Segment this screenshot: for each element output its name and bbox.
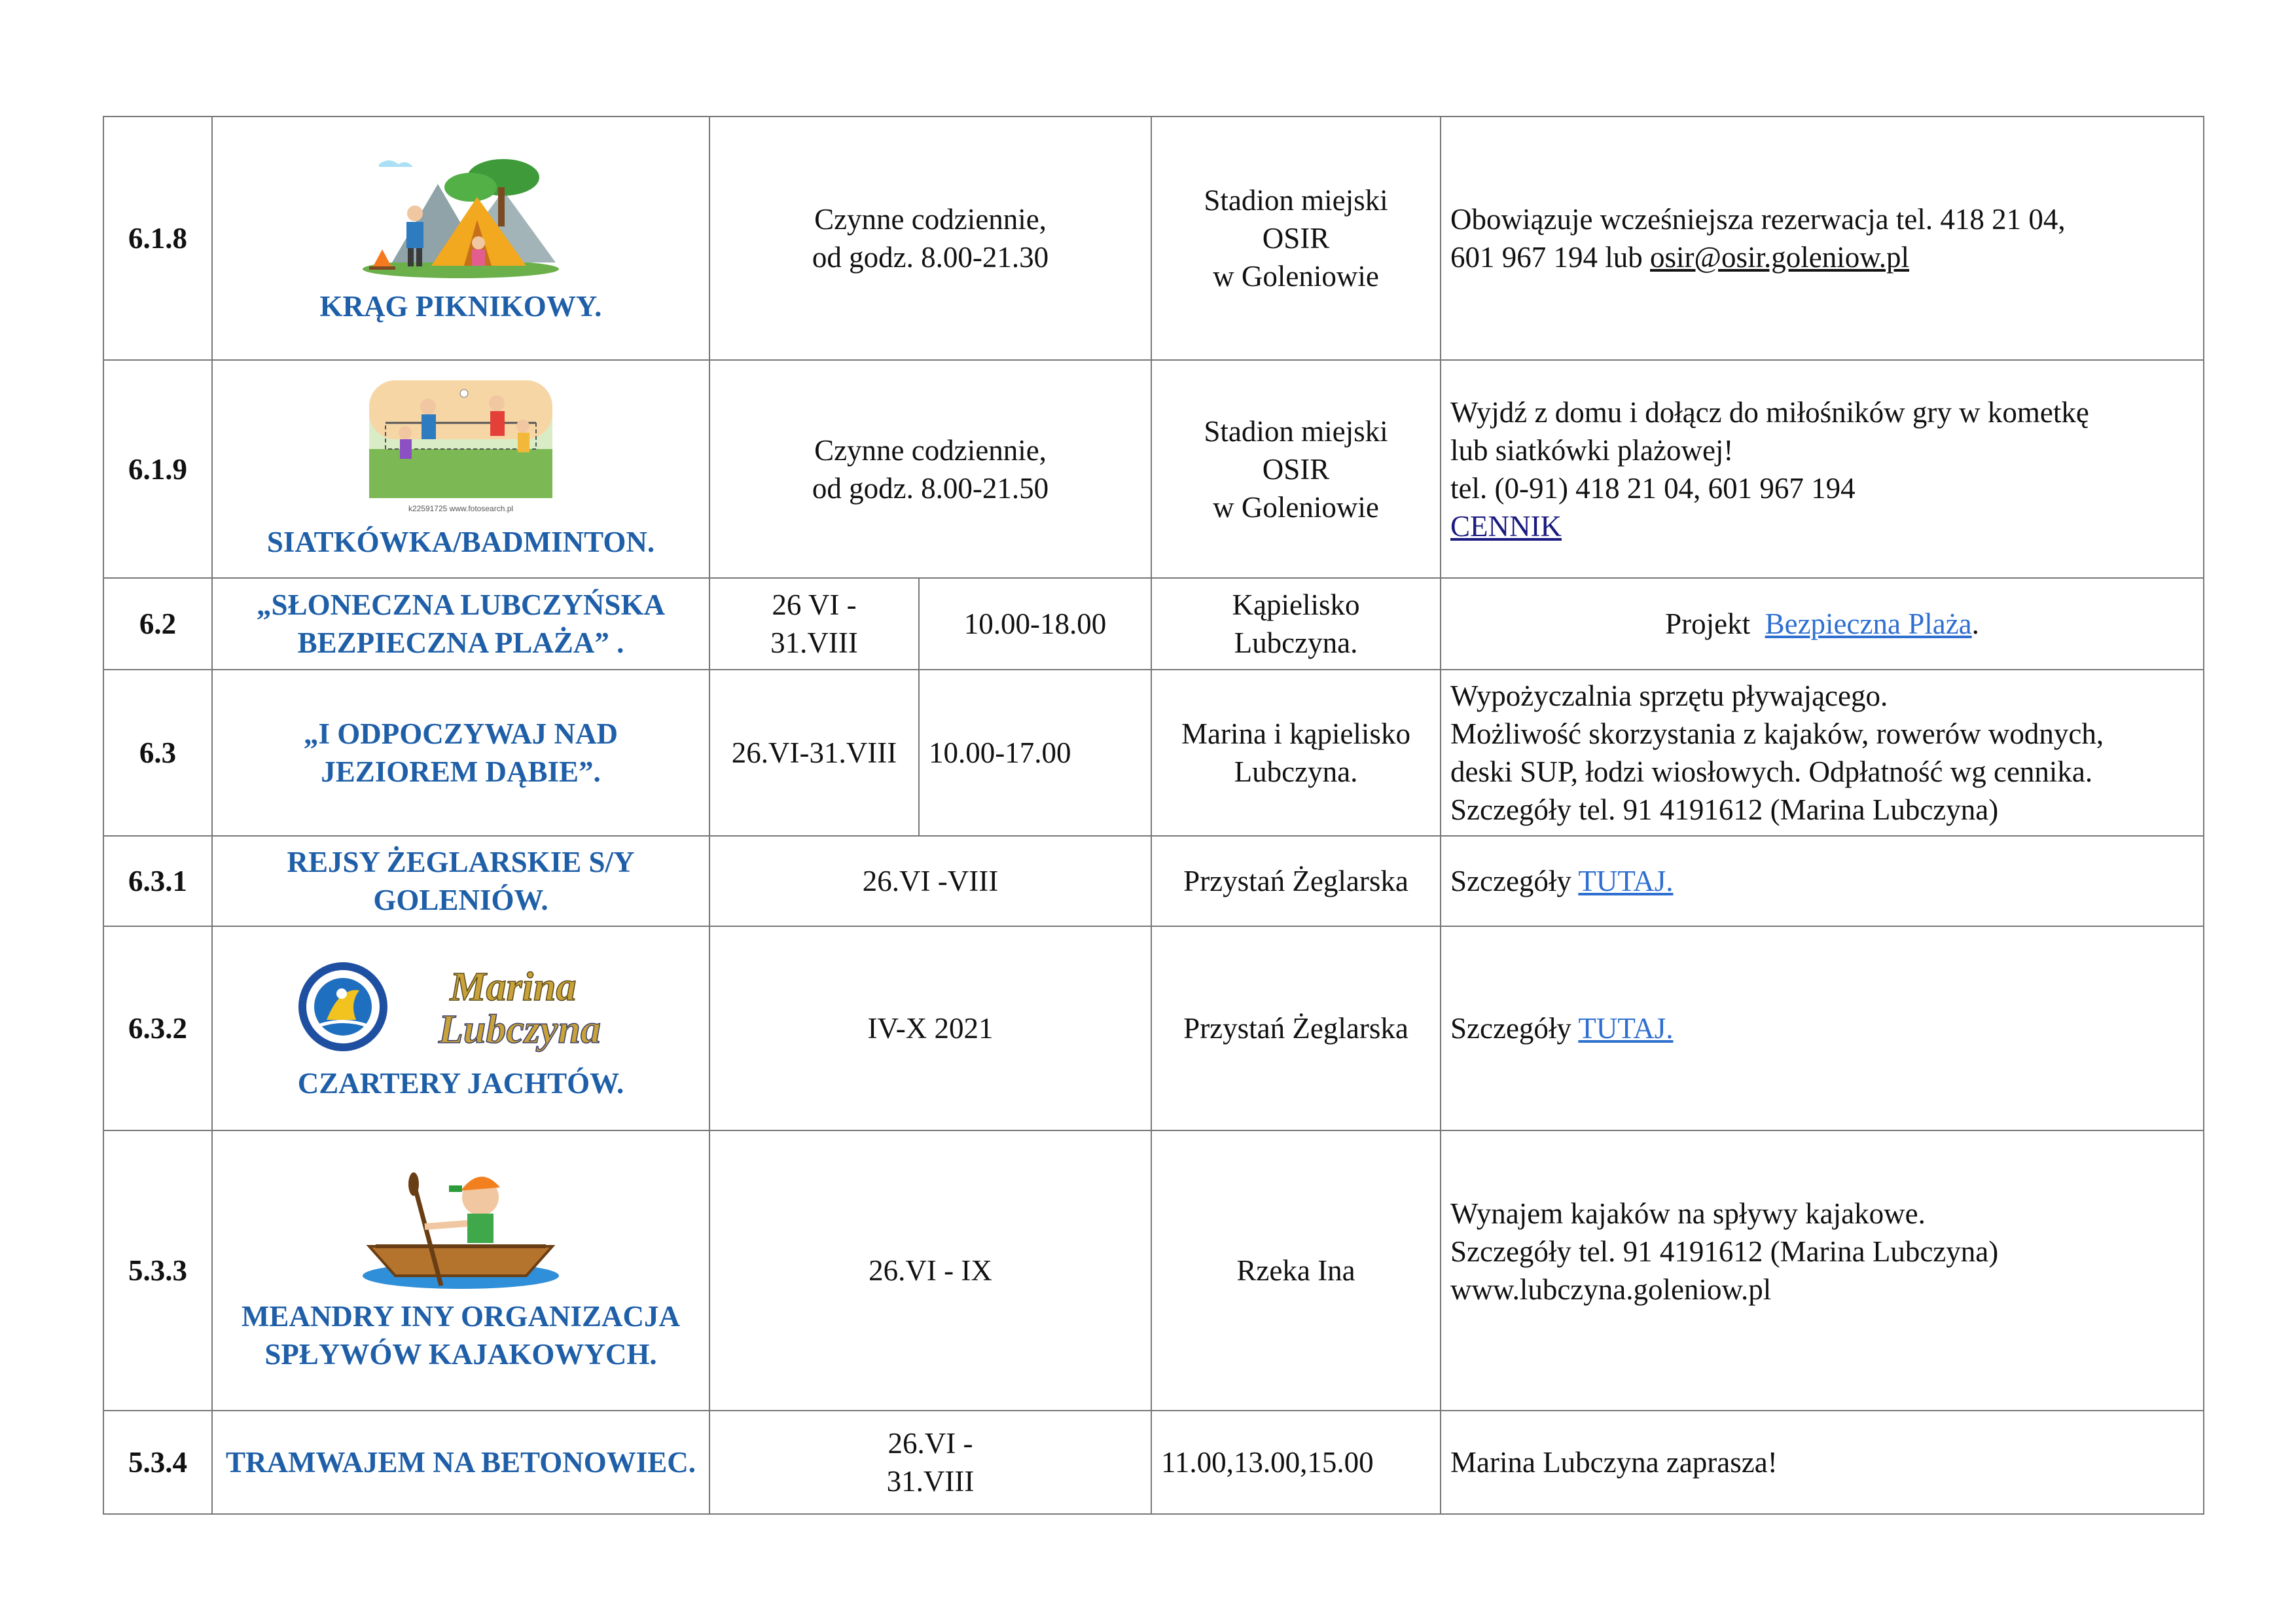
date-line: 26.VI - bbox=[888, 1427, 973, 1460]
date-line: Czynne codziennie, bbox=[814, 433, 1047, 467]
event-name-cell bbox=[212, 926, 709, 1130]
table-row bbox=[103, 836, 2204, 926]
marina-lubczyna-logo bbox=[291, 954, 631, 1059]
place-cell: Przystań Żeglarska bbox=[1151, 836, 1441, 926]
place-line: Stadion miejski bbox=[1204, 184, 1388, 217]
email-link[interactable]: osir@osir.goleniow.pl bbox=[1650, 241, 1910, 274]
info-cell: Marina Lubczyna zaprasza! bbox=[1441, 1411, 2204, 1514]
info-text: 601 967 194 lub bbox=[1450, 241, 1651, 274]
date-line: 31.VIII bbox=[886, 1465, 975, 1498]
safe-beach-link[interactable]: Bezpieczna Plaża bbox=[1765, 607, 1972, 640]
event-title: MEANDRY INY ORGANIZACJA SPŁYWÓW KAJAKOWYCH. bbox=[241, 1300, 681, 1371]
date-line: od godz. 8.00-21.50 bbox=[812, 471, 1049, 505]
info-cell bbox=[1441, 360, 2204, 578]
table-row bbox=[103, 670, 2204, 836]
details-link[interactable]: TUTAJ. bbox=[1578, 865, 1674, 897]
info-line: Szczegóły tel. 91 4191612 (Marina Lubczyna) bbox=[1450, 1235, 1999, 1268]
row-number: 5.3.4 bbox=[103, 1411, 212, 1514]
info-line: deski SUP, łodzi wiosłowych. Odpłatność wg cennika. bbox=[1450, 755, 2093, 788]
row-number: 6.1.9 bbox=[103, 360, 212, 578]
row-number: 6.2 bbox=[103, 578, 212, 670]
info-text: Szczegóły bbox=[1450, 1012, 1579, 1045]
info-cell bbox=[1441, 670, 2204, 836]
place-cell bbox=[1151, 117, 1441, 360]
event-name-cell bbox=[212, 1411, 709, 1514]
row-number: 6.3.2 bbox=[103, 926, 212, 1130]
event-name-cell bbox=[212, 670, 709, 836]
info-cell bbox=[1441, 117, 2204, 360]
row-number: 6.3.1 bbox=[103, 836, 212, 926]
table-row bbox=[103, 1411, 2204, 1514]
price-list-link[interactable]: CENNIK bbox=[1450, 509, 1562, 543]
event-title: „SŁONECZNA LUBCZYŃSKA BEZPIECZNA PLAŻA” . bbox=[257, 588, 665, 659]
info-line: Wypożyczalnia sprzętu pływającego. bbox=[1450, 679, 1888, 712]
date-cell bbox=[709, 360, 1151, 578]
info-cell bbox=[1441, 836, 2204, 926]
date-cell: 26.VI -VIII bbox=[709, 836, 1151, 926]
info-line: tel. (0-91) 418 21 04, 601 967 194 bbox=[1450, 471, 1856, 505]
place-line: Marina i kąpielisko bbox=[1181, 717, 1410, 750]
info-text: Projekt bbox=[1665, 607, 1765, 640]
table-row bbox=[103, 926, 2204, 1130]
place-line: Kąpielisko bbox=[1232, 588, 1360, 621]
info-text: . bbox=[1971, 607, 1979, 640]
image-caption: k22591725 www.fotosearch.pl bbox=[408, 504, 514, 513]
event-title: CZARTERY JACHTÓW. bbox=[297, 1067, 624, 1100]
date-line: 26 VI - bbox=[772, 588, 857, 621]
table-row bbox=[103, 578, 2204, 670]
place-line: OSIR bbox=[1262, 452, 1330, 486]
row-number: 5.3.3 bbox=[103, 1130, 212, 1411]
place-cell bbox=[1151, 670, 1441, 836]
event-title: SIATKÓWKA/BADMINTON. bbox=[266, 526, 655, 558]
boy-rowing-boat-illustration bbox=[356, 1168, 565, 1292]
date-line: Czynne codziennie, bbox=[814, 203, 1047, 236]
table-row bbox=[103, 360, 2204, 578]
place-line: OSIR bbox=[1262, 222, 1330, 255]
event-name-cell bbox=[212, 360, 709, 578]
logo-text: Lubczyna bbox=[439, 1007, 601, 1052]
place-cell: Rzeka Ina bbox=[1151, 1130, 1441, 1411]
hours-cell: 11.00,13.00,15.00 bbox=[1151, 1411, 1441, 1514]
event-title: KRĄG PIKNIKOWY. bbox=[319, 290, 602, 323]
event-name-cell bbox=[212, 1130, 709, 1411]
event-name-cell bbox=[212, 578, 709, 670]
table-row bbox=[103, 1130, 2204, 1411]
hours-cell: 10.00-18.00 bbox=[919, 578, 1151, 670]
date-cell: 26.VI-31.VIII bbox=[709, 670, 919, 836]
date-cell bbox=[709, 1411, 1151, 1514]
date-cell: 26.VI - IX bbox=[709, 1130, 1151, 1411]
place-line: w Goleniowie bbox=[1213, 490, 1379, 524]
details-link[interactable]: TUTAJ. bbox=[1578, 1012, 1674, 1045]
row-number: 6.1.8 bbox=[103, 117, 212, 360]
events-table bbox=[103, 116, 2204, 1515]
event-name-cell bbox=[212, 836, 709, 926]
date-cell bbox=[709, 117, 1151, 360]
place-cell bbox=[1151, 578, 1441, 670]
date-cell: IV-X 2021 bbox=[709, 926, 1151, 1130]
info-line: Szczegóły tel. 91 4191612 (Marina Lubczyna) bbox=[1450, 793, 1999, 826]
date-line: od godz. 8.00-21.30 bbox=[812, 241, 1049, 274]
info-line: Wyjdź z domu i dołącz do miłośników gry w kometkę bbox=[1450, 395, 2089, 429]
event-title: TRAMWAJEM NA BETONOWIEC. bbox=[225, 1446, 696, 1479]
info-line: Możliwość skorzystania z kajaków, rowerów wodnych, bbox=[1450, 717, 2104, 750]
event-title: REJSY ŻEGLARSKIE S/Y GOLENIÓW. bbox=[287, 846, 635, 916]
logo-text: Marina bbox=[450, 965, 577, 1009]
place-cell: Przystań Żeglarska bbox=[1151, 926, 1441, 1130]
info-line: www.lubczyna.goleniow.pl bbox=[1450, 1273, 1772, 1306]
info-text: Szczegóły bbox=[1450, 865, 1579, 897]
place-cell bbox=[1151, 360, 1441, 578]
place-line: w Goleniowie bbox=[1213, 260, 1379, 293]
info-cell bbox=[1441, 578, 2204, 670]
info-line bbox=[1450, 238, 2194, 276]
info-line: lub siatkówki plażowej! bbox=[1450, 433, 1734, 467]
place-line: Stadion miejski bbox=[1204, 414, 1388, 448]
hours-cell: 10.00-17.00 bbox=[919, 670, 1151, 836]
info-cell bbox=[1441, 926, 2204, 1130]
info-line: Obowiązuje wcześniejsza rezerwacja tel. 418 21 04, bbox=[1450, 203, 2066, 236]
event-name-cell bbox=[212, 117, 709, 360]
date-cell bbox=[709, 578, 919, 670]
info-cell bbox=[1441, 1130, 2204, 1411]
event-title: „I ODPOCZYWAJ NAD JEZIOREM DĄBIE”. bbox=[303, 717, 618, 788]
badminton-volleyball-illustration bbox=[366, 377, 556, 518]
picnic-camping-illustration bbox=[353, 151, 569, 282]
place-line: Lubczyna. bbox=[1234, 755, 1358, 788]
info-line: Wynajem kajaków na spływy kajakowe. bbox=[1450, 1197, 1926, 1230]
place-line: Lubczyna. bbox=[1234, 626, 1358, 659]
table-row bbox=[103, 117, 2204, 360]
row-number: 6.3 bbox=[103, 670, 212, 836]
date-line: 31.VIII bbox=[770, 626, 858, 659]
